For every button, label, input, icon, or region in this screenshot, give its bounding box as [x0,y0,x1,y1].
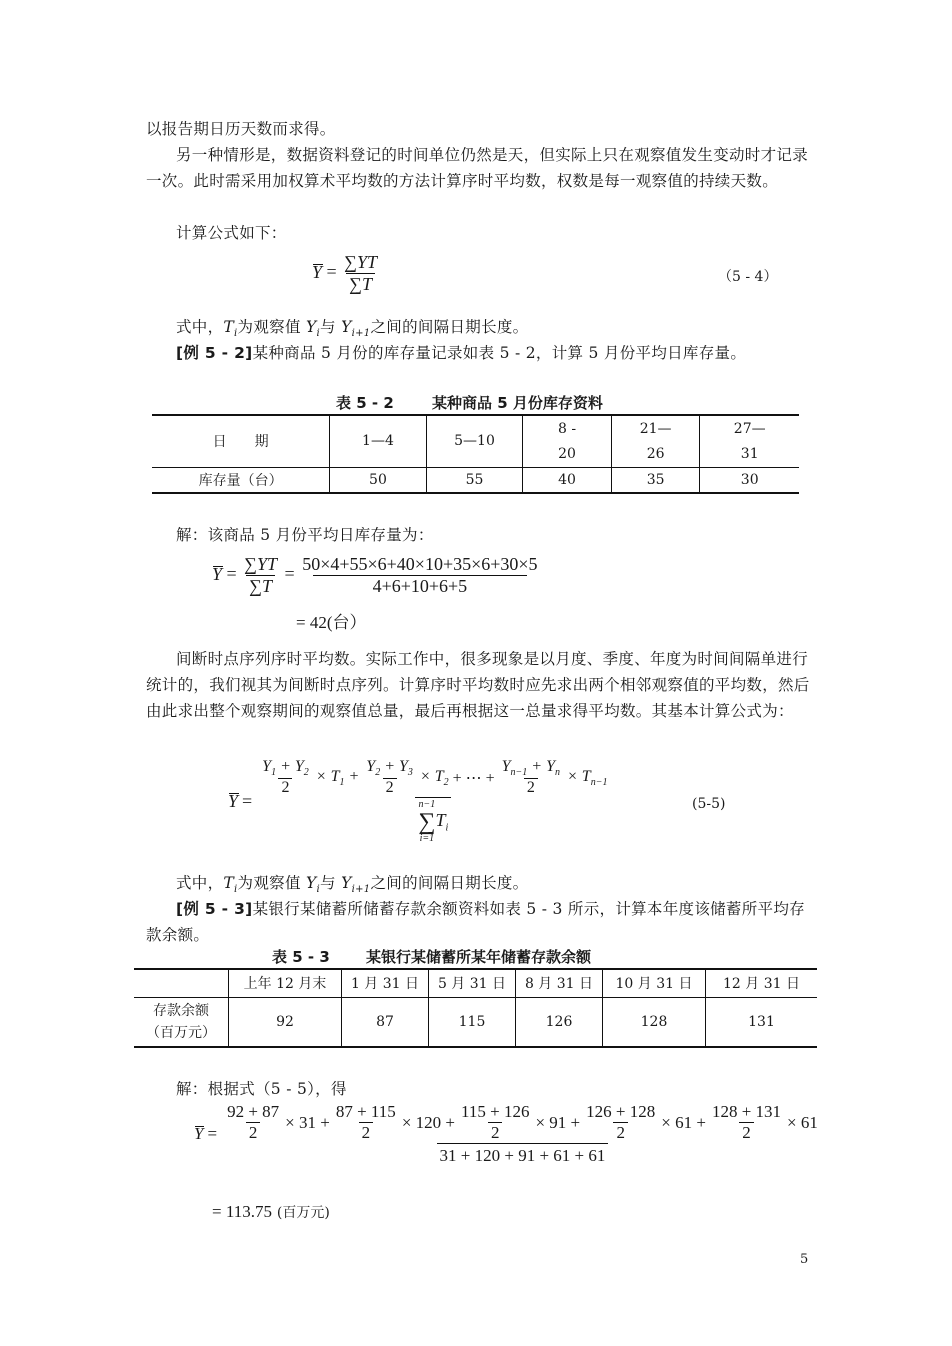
equals-sign: = [326,261,337,282]
term-4 [583,1102,658,1143]
var-t: T [223,874,235,892]
solution-2-intro: 解：根据式（5 - 5），得 [176,1080,347,1098]
term-denominator: 2 [613,1122,628,1143]
term-2 [333,1102,399,1143]
y-bar-symbol: Y [312,261,323,282]
term-weight: × $T_1$ + [311,767,364,788]
example-5-3 [146,896,810,948]
text-fragment: 与 [320,318,336,336]
table-5-2-caption-title: 某种商品 5 月份库存资料 [432,394,603,412]
table-row-label: 库存量（台） [152,467,330,493]
table-cell: 92 [229,997,342,1047]
paragraph-3: 计算公式如下： [176,224,287,242]
term-numerator: 87 + 115 [335,1102,396,1121]
page-number: 5 [800,1252,809,1267]
text-fragment: 式中， [176,874,224,892]
table-cell: 40 [523,467,612,493]
table-col-5-top: 27— [733,420,766,437]
y-bar-symbol: Y [212,563,223,584]
y-bar-symbol: Y [228,790,239,811]
term-denominator: 2 [383,778,397,797]
solution-2-formula [194,1102,824,1166]
sum-symbol [418,800,435,844]
text-fragment: 与 [320,874,336,892]
example-tag: [例 5 - 3] [176,900,253,918]
table-5-2 [152,414,799,494]
term-numerator: 128 + 131 [711,1102,782,1121]
sum-bottom: i=1 [419,833,435,845]
term-weight: × 120 + [401,1112,455,1132]
text-fragment: 之间的间隔日期长度。 [370,318,529,336]
term-1 [224,1102,282,1143]
term-weight: × 31 + [285,1112,330,1132]
result-value: = 113.75 [212,1202,272,1221]
term-weight: × 91 + [535,1112,581,1132]
table-cell: 55 [426,467,523,493]
table-cell: 128 [603,997,706,1047]
table-header: 5 月 31 日 [429,969,516,997]
ellipsis: + ⋯ + [452,769,495,787]
formula-5-5-main-fraction [256,758,610,844]
formula-5-5 [228,758,610,844]
var-t: T [223,318,235,336]
table-cell: 50 [330,467,427,493]
term-numerator: $Y_{n-1} + Y_n$ [501,758,560,779]
example-tag: [例 5 - 2] [176,344,253,362]
formula-5-5-label: (5-5) [692,796,726,812]
term-denominator: 2 [488,1122,503,1143]
sub-i: i [234,884,238,896]
sub-i: i [316,328,321,340]
formula-5-5-numerator [256,758,610,797]
text-fragment: 为观察值 [237,874,301,892]
table-col-1: 1—4 [330,415,427,467]
formula-denominator: ∑T [346,273,375,295]
term-denominator: 2 [278,778,292,797]
table-col-3-top: 8 - [523,415,612,441]
table-cell: 131 [748,1013,775,1030]
table-header: 10 月 31 日 [603,969,706,997]
table-col-4-bottom: 26 [611,441,700,467]
equals-sign: = [207,1124,218,1143]
table-5-3-caption-title: 某银行某储蓄所某年储蓄存款余额 [366,948,592,966]
example-text: 某种商品 5 月份的库存量记录如表 5 - 2，计算 5 月份平均日库存量。 [252,344,747,362]
term-denominator: 2 [524,778,538,797]
solution-2-result [212,1202,330,1222]
y-bar-symbol: Y [194,1124,204,1143]
formula-fraction [341,252,380,295]
sub-i: i [234,328,238,340]
term-denominator: 2 [739,1122,754,1143]
paragraph-5: 间断时点序列序时平均数。实际工作中，很多现象是以月度、季度、年度为时间间隔单进行统计的，我们视其为间断时点序列。计算序时平均数时应先求出两个相邻观察值的平均数，然后由此求出整个观察期间的观察值总量，最后再根据这一总量求得平均数。其基本计算公式为： [146,650,810,720]
equals-sign: = [242,790,253,811]
solution-2-main-fraction [221,1102,824,1166]
numerator: ∑YT [244,554,278,574]
term-weight: × 61 + [661,1112,706,1132]
table-col-4-top: 21— [611,415,700,441]
term-weight: × $T_2$ [415,767,449,788]
table-cell: 30 [740,471,759,488]
table-row-label [134,997,229,1047]
paragraph-2: 另一种情形是，数据资料登记的时间单位仍然是天，但实际上只在观察值发生变动时才记录一次。此时需采用加权算术平均数的方法计算序时平均数，权数是每一观察值的持续天数。 [146,146,809,190]
solution-1-fraction-b [299,554,540,597]
term-n [499,758,563,797]
term-5 [709,1102,784,1143]
denominator: 4+6+10+6+5 [313,575,528,597]
term-numerator: $Y_1 + Y_2$ [262,758,309,779]
solution-1-formula [212,554,541,597]
var-y: Y [341,874,352,892]
sum-top: n−1 [418,799,436,811]
table-header: 8 月 31 日 [516,969,603,997]
sigma-icon: ∑ [418,809,436,836]
numerator: 50×4+55×6+40×10+35×6+30×5 [302,554,538,574]
formula-5-4 [312,252,380,295]
table-5-3 [134,968,817,1048]
paragraph-1: 以报告期日历天数而求得。 [146,120,336,138]
table-corner [134,969,229,997]
solution-1-intro: 解：该商品 5 月份平均日库存量为： [176,526,434,544]
text-fragment: 式中， [176,318,224,336]
table-header: 上年 12 月末 [229,969,342,997]
sub-i-plus-1: i+1 [351,884,371,896]
formula-numerator: ∑YT [344,252,378,272]
equals-sign: = [226,563,237,584]
example-text: 某银行某储蓄所储蓄存款余额资料如表 5 - 3 所示，计算本年度该储蓄所平均存款余额。 [146,900,805,944]
term-2 [363,758,416,797]
var-y: Y [305,874,317,892]
formula-5-5-denominator [415,797,451,844]
denominator: ∑T [246,575,275,597]
term-weight: × $T_{n-1}$ [563,767,608,788]
var-y: Y [305,318,317,336]
table-5-3-caption-number: 表 5 - 3 [272,948,330,966]
example-5-2 [146,340,810,366]
table-cell: 35 [611,467,700,493]
solution-2-numerator [221,1102,824,1143]
sub-i: i [316,884,321,896]
formula-5-4-label: （5 - 4） [718,269,778,285]
table-cell: 87 [342,997,429,1047]
sub-i-plus-1: i+1 [351,328,371,340]
result-unit: (百万元) [276,1205,330,1221]
solution-1-result: = 42(台） [296,613,367,632]
t-i: $T_i$ [435,810,449,834]
row-label-line-1: 存款余额 [153,1002,209,1019]
solution-1-fraction-a [241,554,280,597]
term-denominator: 2 [246,1122,261,1143]
term-1 [259,758,312,797]
term-denominator: 2 [359,1122,374,1143]
table-col-2: 5—10 [426,415,523,467]
table-cell: 126 [516,997,603,1047]
term-weight: × 61 [787,1112,818,1132]
table-header: 12 月 31 日 [706,969,818,997]
row-label-line-2: （百万元） [146,1024,216,1041]
text-fragment: 为观察值 [237,318,301,336]
table-col-5-bottom: 31 [700,441,799,467]
equals-sign: = [284,563,295,584]
table-cell: 115 [429,997,516,1047]
term-numerator: $Y_2 + Y_3$ [366,758,413,779]
term-3 [458,1102,532,1143]
term-numerator: 92 + 87 [227,1102,280,1121]
table-head-label: 日 期 [152,415,330,467]
table-header: 1 月 31 日 [342,969,429,997]
solution-2-denominator: 31 + 120 + 91 + 61 + 61 [437,1143,609,1166]
text-fragment: 之间的间隔日期长度。 [370,874,529,892]
term-numerator: 126 + 128 [586,1102,656,1121]
table-5-2-caption-number: 表 5 - 2 [336,394,394,412]
term-numerator: 115 + 126 [461,1102,530,1121]
table-col-3-bottom: 20 [523,441,612,467]
var-y: Y [341,318,352,336]
